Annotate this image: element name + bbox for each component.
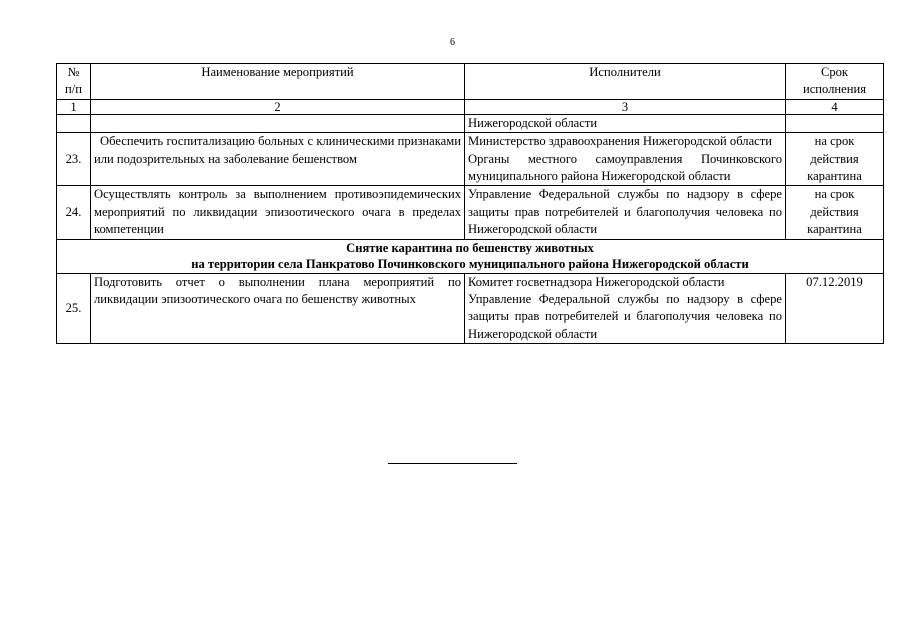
page-number: 6 bbox=[450, 37, 455, 48]
header-term-line2: исполнения bbox=[802, 82, 867, 97]
header-name: Наименование мероприятий bbox=[91, 64, 465, 100]
section-heading-row bbox=[57, 239, 884, 273]
row-executors bbox=[465, 133, 786, 186]
row-number: 23. bbox=[57, 133, 91, 186]
row-term: на срок действия карантина bbox=[786, 133, 884, 186]
section-heading-line2: на территории села Панкратово Починковского муниципального района Нижегородской области bbox=[191, 257, 749, 272]
row-executors bbox=[465, 186, 786, 239]
row-term: на срок действия карантина bbox=[786, 186, 884, 239]
row-action-name: Подготовить отчет о выполнении плана мероприятий по ликвидации эпизоотического очага по бешенству животных bbox=[91, 273, 465, 344]
row-action-name: Осуществлять контроль за выполнением противоэпидемических мероприятий по ликвидации эпизоотического очага в пределах компетенции bbox=[91, 186, 465, 239]
table-row bbox=[57, 133, 884, 186]
row-number: 24. bbox=[57, 186, 91, 239]
section-heading bbox=[57, 239, 884, 273]
table-row bbox=[57, 186, 884, 239]
continuation-row bbox=[57, 114, 884, 132]
header-executors: Исполнители bbox=[465, 64, 786, 100]
header-number bbox=[57, 64, 91, 100]
column-number-1: 1 bbox=[57, 99, 91, 114]
header-number-line1: № bbox=[67, 65, 80, 79]
continuation-num-cell bbox=[57, 114, 91, 132]
section-heading-line1: Снятие карантина по бешенству животных bbox=[346, 240, 594, 255]
action-plan-table bbox=[56, 63, 884, 344]
row-executor: Органы местного самоуправления Починковского муниципального района Нижегородской области bbox=[468, 151, 782, 184]
header-number-line2: п/п bbox=[65, 82, 82, 97]
column-number-4: 4 bbox=[786, 99, 884, 114]
row-executor: Министерство здравоохранения Нижегородской области bbox=[468, 134, 773, 149]
column-number-3: 3 bbox=[465, 99, 786, 114]
row-number: 25. bbox=[57, 273, 91, 344]
column-numbers-row bbox=[57, 99, 884, 114]
row-executors bbox=[465, 273, 786, 344]
row-action-name: Обеспечить госпитализацию больных с клиническими признаками или подозрительных на заболевание бешенством bbox=[91, 133, 465, 186]
continuation-name-cell bbox=[91, 114, 465, 132]
row-executor: Комитет госветнадзора Нижегородской области bbox=[468, 274, 725, 289]
header-term bbox=[786, 64, 884, 100]
row-executor: Управление Федеральной службы по надзору в сфере защиты прав потребителей и благополучия человека по Нижегородской области bbox=[468, 292, 782, 341]
continuation-executors-cell: Нижегородской области bbox=[465, 114, 786, 132]
table-header-row bbox=[57, 64, 884, 100]
header-term-line1: Срок bbox=[820, 65, 849, 79]
table-row bbox=[57, 273, 884, 344]
row-term: 07.12.2019 bbox=[786, 273, 884, 344]
continuation-term-cell bbox=[786, 114, 884, 132]
footer-divider bbox=[388, 463, 517, 464]
column-number-2: 2 bbox=[91, 99, 465, 114]
row-executor: Управление Федеральной службы по надзору в сфере защиты прав потребителей и благополучия человека по Нижегородской области bbox=[468, 187, 782, 237]
